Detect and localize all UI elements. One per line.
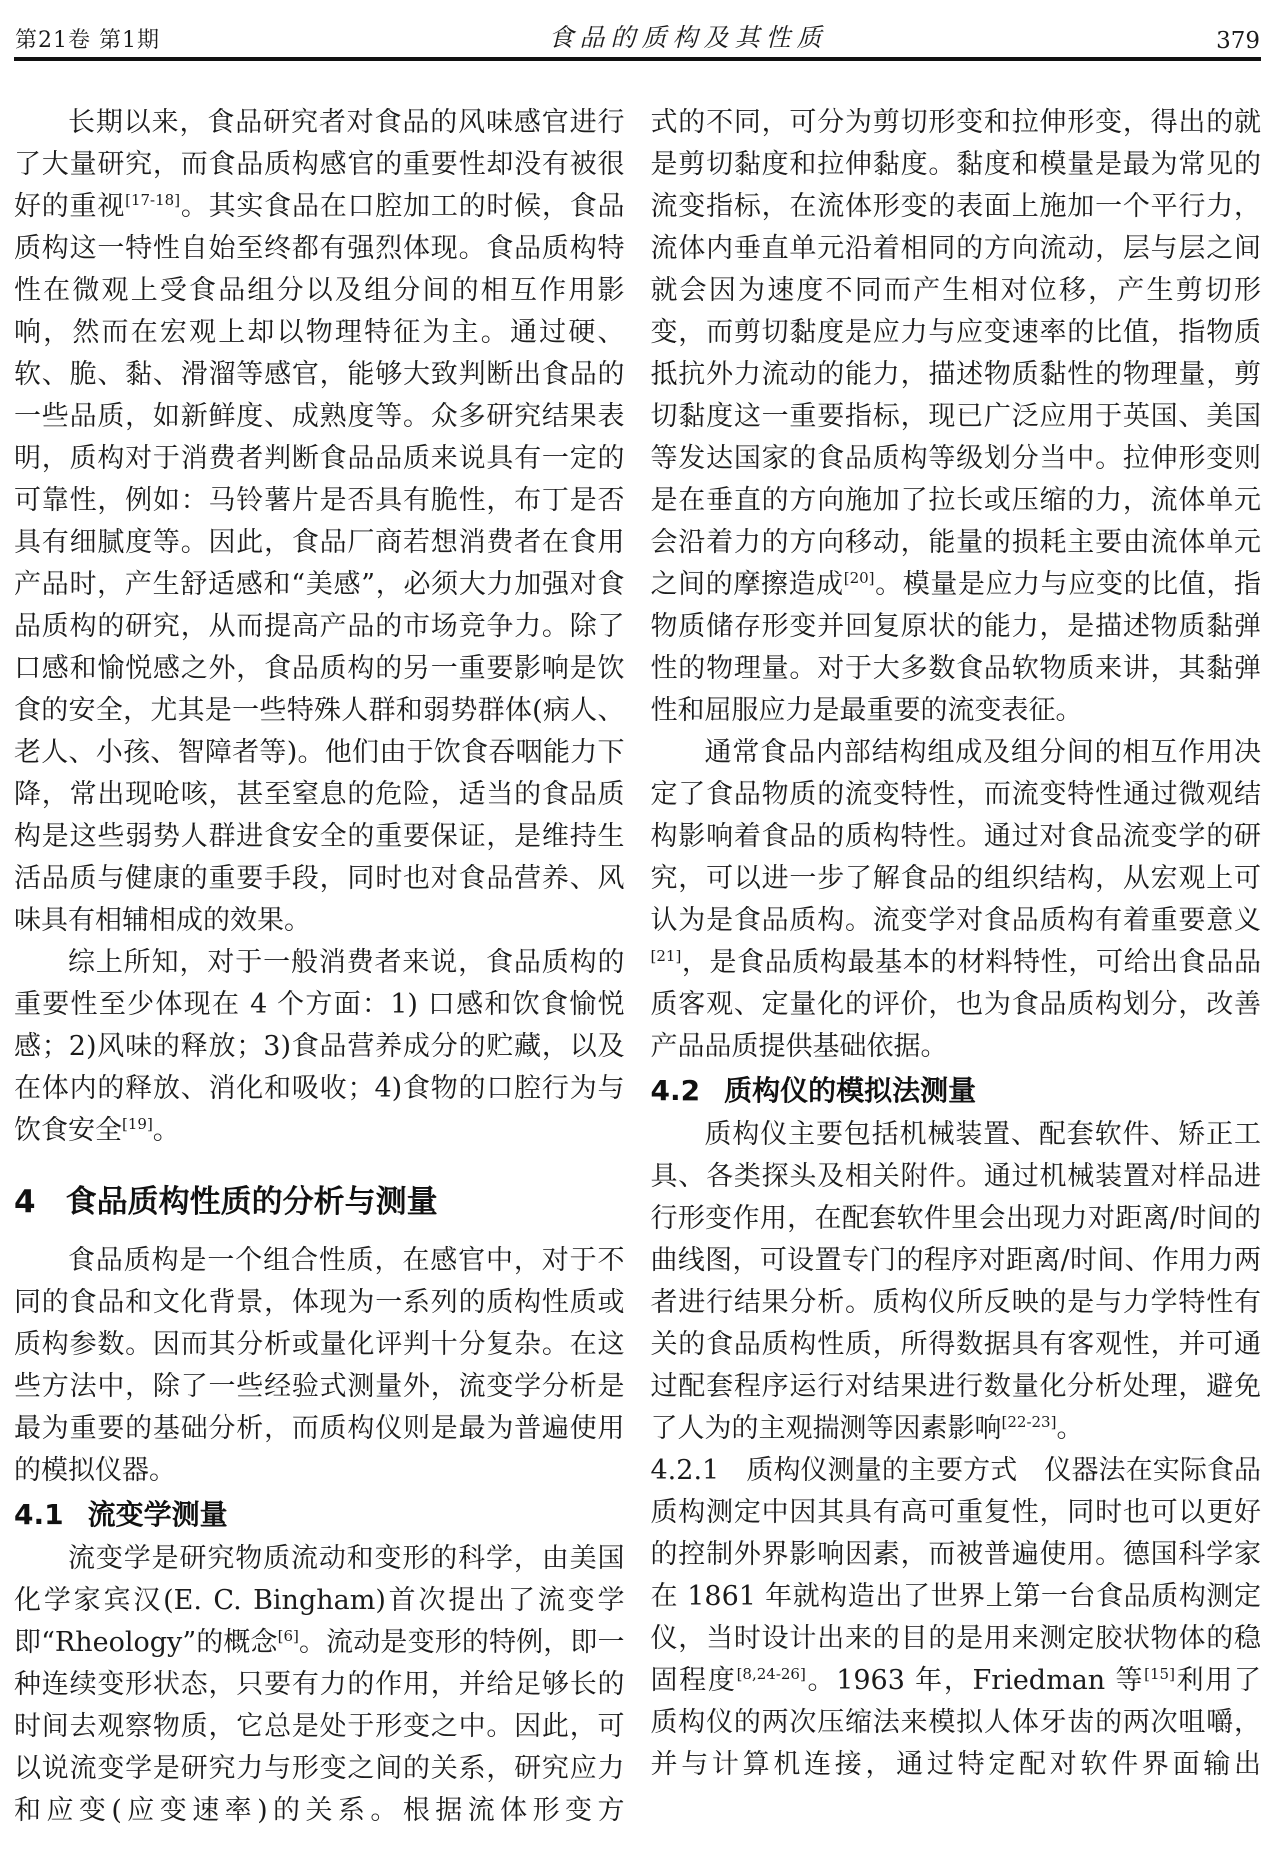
paragraph bbox=[14, 1240, 625, 1492]
paragraph-text: 式的不同，可分为剪切形变和拉伸形变，得出的就是剪切黏度和拉伸黏度。黏度和模量是最为常见的流变指标，在流体形变的表面上施加一个平行力，流体内垂直单元沿着相同的方向流动，层与层之间就会因为速度不同而产生相对位移，产生剪切形变，而剪切黏度是应力与应变速率的比值，指物质抵抗外力流动的能力，描述物质黏性的物理量，剪切黏度这一重要指标，现已广泛应用于英国、美国等发达国家的食品质构等级划分当中。拉伸形变则是在垂直的方向施加了拉长或压缩的力，流体单元会沿着力的方向移动，能量的损耗主要由流体单元之间的摩擦造成 bbox=[650, 107, 1261, 600]
citation-ref: [22-23] bbox=[1001, 1413, 1057, 1431]
paragraph bbox=[651, 732, 1262, 1068]
paragraph-text: ，是食品质构最基本的材料特性，可给出食品品质客观、定量化的评价，也为食品质构划分，改善产品品质提供基础依据。 bbox=[650, 947, 1261, 1062]
paragraph-text: 4.2.1 质构仪测量的主要方式 仪器法在实际食品质构测定中因其具有高可重复性，同时也可以更好的控制外界影响因素，而被普遍使用。德国科学家在 1861 年就构造出了世界上第一台食品质构测定仪，当时设计出来的目的是用来测定胶状物体的稳固程度 bbox=[650, 1455, 1261, 1696]
paragraph bbox=[14, 102, 625, 942]
paragraph-text: 综上所知，对于一般消费者来说，食品质构的重要性至少体现在 4 个方面：1) 口感和饮食愉悦感；2)风味的释放；3)食品营养成分的贮藏，以及在体内的释放、消化和吸收；4)食物的口腔行为与饮食安全 bbox=[14, 947, 625, 1146]
citation-ref: [19] bbox=[122, 1115, 153, 1133]
paragraph-text: 。 bbox=[1056, 1413, 1084, 1444]
citation-ref: [6] bbox=[277, 1627, 299, 1645]
paragraph-text: 。其实食品在口腔加工的时候，食品质构这一特性自始至终都有强烈体现。食品质构特性在微观上受食品组分以及组分间的相互作用影响，然而在宏观上却以物理特征为主。通过硬、软、脆、黏、滑溜等感官，能够大致判断出食品的一些品质，如新鲜度、成熟度等。众多研究结果表明，质构对于消费者判断食品品质来说具有一定的可靠性，例如：马铃薯片是否具有脆性，布丁是否具有细腻度等。因此，食品厂商若想消费者在食用产品时，产生舒适感和“美感”，必须大力加强对食品质构的研究，从而提高产品的市场竞争力。除了口感和愉悦感之外，食品质构的另一重要影响是饮食的安全，尤其是一些特殊人群和弱势群体(病人、老人、小孩、智障者等)。他们由于饮食吞咽能力下降，常出现呛咳，甚至窒息的危险，适当的食品质构是这些弱势人群进食安全的重要保证，是维持生活品质与健康的重要手段，同时也对食品营养、风味具有相辅相成的效果。 bbox=[14, 191, 625, 936]
section-title: 质构仪的模拟法测量 bbox=[724, 1074, 977, 1107]
paragraph-text: 。1963 年，Friedman 等 bbox=[805, 1665, 1145, 1696]
paragraph-text: 通常食品内部结构组成及组分间的相互作用决定了食品物质的流变特性，而流变特性通过微观结构影响着食品的质构特性。通过对食品流变学的研究，可以进一步了解食品的组织结构，从宏观上可认为是食品质构。流变学对食品质构有着重要意义 bbox=[650, 737, 1261, 936]
citation-ref: [8,24-26] bbox=[736, 1665, 806, 1683]
paragraph-text: 。模量是应力与应变的比值，指物质储存形变并回复原状的能力，是描述物质黏弹性的物理量。对于大多数食品软物质来讲，其黏弹性和屈服应力是最重要的流变表征。 bbox=[650, 569, 1261, 726]
paragraph bbox=[14, 942, 625, 1152]
paragraph-text: 利用了质构仪的两次压缩法来模拟人体牙齿的两次咀嚼，并与计算机连接，通过特定配对软件界面输出 bbox=[650, 1665, 1261, 1780]
paragraph-text: 长期以来，食品研究者对食品的风味感官进行了大量研究，而食品质构感官的重要性却没有被很好的重视 bbox=[14, 107, 625, 222]
paragraph bbox=[651, 1450, 1262, 1786]
right-column bbox=[651, 102, 1262, 1862]
page-header bbox=[15, 18, 1260, 54]
content-columns bbox=[14, 102, 1261, 1862]
paragraph-text: 流变学是研究物质流动和变形的科学，由美国化学家宾汉(E. C. Bingham)首次提出了流变学即“Rheology”的概念 bbox=[14, 1543, 625, 1658]
left-column bbox=[14, 102, 625, 1862]
citation-ref: [20] bbox=[843, 569, 875, 587]
section-title: 食品质构性质的分析与测量 bbox=[65, 1184, 438, 1220]
section-number: 4 bbox=[14, 1184, 36, 1220]
section-number: 4.2 bbox=[650, 1074, 701, 1107]
paragraph bbox=[14, 1538, 625, 1832]
header-rule bbox=[14, 57, 1261, 61]
volume-issue: 第21卷 第1期 bbox=[15, 28, 160, 53]
page-number: 379 bbox=[1216, 28, 1260, 54]
section-heading-4.1 bbox=[14, 1494, 625, 1536]
citation-ref: [21] bbox=[650, 947, 682, 965]
paragraph-text: 食品质构是一个组合性质，在感官中，对于不同的食品和文化背景，体现为一系列的质构性质或质构参数。因而其分析或量化评判十分复杂。在这些方法中，除了一些经验式测量外，流变学分析是最为重要的基础分析，而质构仪则是最为普遍使用的模拟仪器。 bbox=[14, 1245, 625, 1486]
citation-ref: [17-18] bbox=[125, 191, 181, 209]
paragraph-text: 质构仪主要包括机械装置、配套软件、矫正工具、各类探头及相关附件。通过机械装置对样品进行形变作用，在配套软件里会出现力对距离/时间的曲线图，可设置专门的程序对距离/时间、作用力两者进行结果分析。质构仪所反映的是与力学特性有关的食品质构性质，所得数据具有客观性，并可通过配套程序运行对结果进行数量化分析处理，避免了人为的主观揣测等因素影响 bbox=[650, 1119, 1261, 1444]
section-heading-4 bbox=[14, 1180, 625, 1224]
paragraph-text: 。流动是变形的特例，即一种连续变形状态，只要有力的作用，并给足够长的时间去观察物质，它总是处于形变之中。因此，可以说流变学是研究力与形变之间的关系，研究应力和应变(应变速率)的关系。根据流体形变方 bbox=[14, 1627, 625, 1826]
section-title: 流变学测量 bbox=[87, 1498, 228, 1531]
paragraph-text: 。 bbox=[152, 1115, 180, 1146]
citation-ref: [15] bbox=[1144, 1665, 1175, 1683]
paragraph bbox=[651, 1114, 1262, 1450]
section-heading-4.2 bbox=[651, 1070, 1262, 1112]
section-number: 4.1 bbox=[14, 1498, 64, 1531]
running-title: 食品的质构及其性质 bbox=[548, 23, 828, 52]
paragraph bbox=[651, 102, 1262, 732]
